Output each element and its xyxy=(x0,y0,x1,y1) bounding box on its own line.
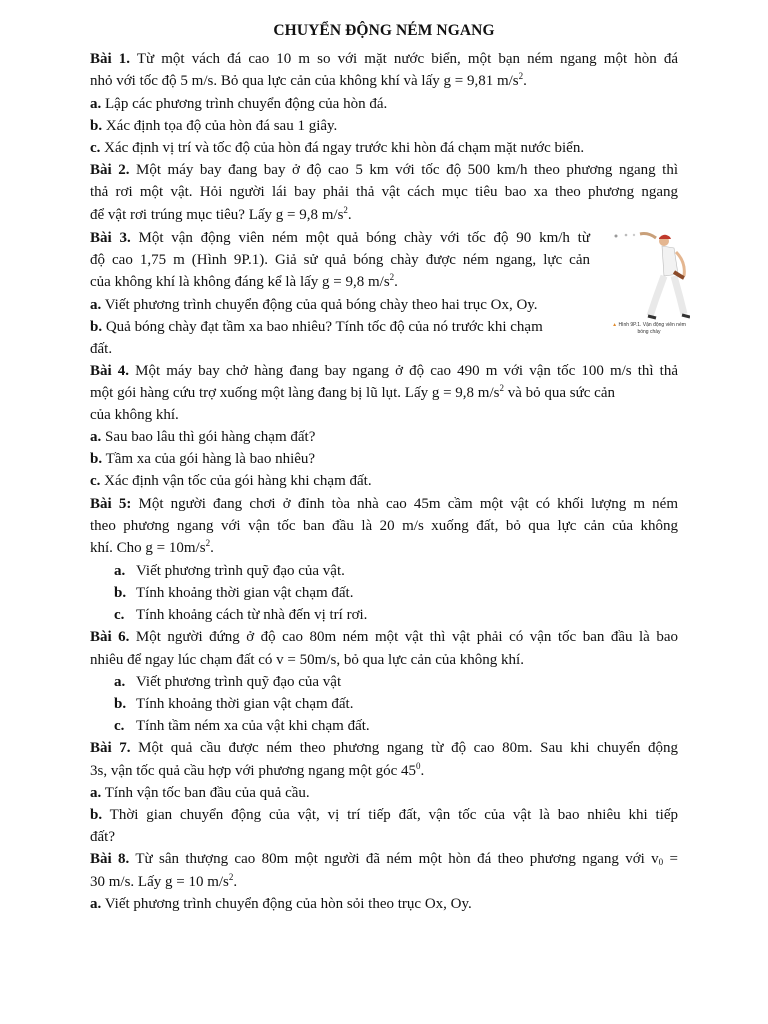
problem-4-line-3 xyxy=(90,406,179,424)
superscript: 2 xyxy=(499,383,504,393)
problem-7-line-2 xyxy=(90,762,424,780)
problem-label: Bài 7. xyxy=(90,740,131,756)
part-label: a. xyxy=(114,674,126,690)
page-title: CHUYỂN ĐỘNG NÉM NGANG xyxy=(273,22,495,39)
problem-6-part-b xyxy=(114,695,353,713)
caption-marker-icon: ▲ xyxy=(612,322,618,328)
part-label: a. xyxy=(90,896,102,912)
line-text: . xyxy=(347,207,352,223)
line-text: độ cao 1,75 m (Hình 9P.1). Giả sử quả bóng chày được ném ngang, lực cản xyxy=(90,252,590,268)
problem-5-part-a xyxy=(114,562,345,580)
problem-label: Bài 1. xyxy=(90,51,131,67)
problem-label: Bài 3. xyxy=(90,230,131,246)
problem-6-line-2 xyxy=(90,651,524,669)
part-label: c. xyxy=(114,718,125,734)
part-label: c. xyxy=(90,140,101,156)
problem-2-line-2 xyxy=(90,183,678,201)
line-text: Sau bao lâu thì gói hàng chạm đất? xyxy=(101,429,316,445)
line-text: Một người đang chơi ở đỉnh tòa nhà cao 45m cầm một vật có khối lượng m ném xyxy=(131,496,679,512)
subscript: 0 xyxy=(658,857,664,867)
problem-3-part-b xyxy=(90,318,543,336)
line-text: Từ một vách đá cao 10 m so với mặt nước biển, một bạn ném ngang một hòn đá xyxy=(130,51,678,67)
problem-5-part-b xyxy=(114,584,353,602)
problem-3-part-a xyxy=(90,296,538,314)
caption-text: bóng chày xyxy=(637,329,661,335)
caption-text: Hình 9P.1. Vận động viên ném xyxy=(618,322,686,328)
line-text: Một máy bay đang bay ở độ cao 5 km với tốc độ 500 km/h theo phương ngang thì xyxy=(129,162,678,178)
problem-4-part-c xyxy=(90,472,372,490)
problem-label: Bài 2. xyxy=(90,162,130,178)
figure-caption xyxy=(604,322,694,336)
line-text: Tính khoảng cách từ nhà đến vị trí rơi. xyxy=(136,607,368,623)
superscript: 2 xyxy=(205,538,211,548)
superscript: 2 xyxy=(343,205,348,215)
problem-7-line-3 xyxy=(90,828,115,846)
line-text: Viết phương trình chuyển động của quả bóng chày theo hai trục Ox, Oy. xyxy=(101,297,538,313)
line-text: 3s, vận tốc quả cầu hợp với phương ngang một góc 45 xyxy=(90,763,417,779)
line-text: và bỏ qua sức cản xyxy=(503,385,615,401)
line-text: . xyxy=(233,874,238,890)
line-text: Xác định tọa độ của hòn đá sau 1 giây. xyxy=(102,118,338,134)
line-text: Viết phương trình quỹ đạo của vật. xyxy=(136,563,345,579)
line-text: 30 m/s. Lấy g = 10 m/s xyxy=(90,874,229,890)
problem-1-line-1 xyxy=(90,50,678,68)
problem-1-part-c xyxy=(90,139,584,157)
problem-5-line-3 xyxy=(90,539,214,557)
part-label: a. xyxy=(90,785,102,801)
superscript: 2 xyxy=(389,272,395,282)
part-label: b. xyxy=(90,319,103,335)
part-label: a. xyxy=(90,96,102,112)
line-text: Một máy bay chở hàng đang bay ngang ở độ cao 490 m với vận tốc 100 m/s thì thả xyxy=(129,363,678,379)
problem-8-line-2 xyxy=(90,873,237,891)
problem-label: Bài 4. xyxy=(90,363,130,379)
superscript: 2 xyxy=(228,872,234,882)
line-text: của không khí. xyxy=(90,407,179,423)
line-text: Viết phương trình quỹ đạo của vật xyxy=(136,674,342,690)
part-label: b. xyxy=(114,696,127,712)
problem-1-part-b xyxy=(90,117,337,135)
problem-1-part-a xyxy=(90,95,387,113)
line-text: = xyxy=(663,851,678,867)
line-text: nhỏ với tốc độ 5 m/s. Bỏ qua lực cản của không khí và lấy g = 9,81 m/s xyxy=(90,73,519,89)
problem-5-line-2 xyxy=(90,517,678,535)
problem-6-part-a xyxy=(114,673,341,691)
part-label: a. xyxy=(114,563,126,579)
line-text: Thời gian chuyển động của vật, vị trí tiếp đất, vận tốc của vật là bao nhiêu khi tiếp xyxy=(102,807,678,823)
part-label: b. xyxy=(90,451,103,467)
problem-label: Bài 5: xyxy=(90,496,132,512)
line-text: của không khí là không đáng kể là lấy g = 9,8 m/s xyxy=(90,274,390,290)
problem-1-line-2 xyxy=(90,72,527,90)
problem-7-part-b xyxy=(90,806,678,824)
part-label: c. xyxy=(114,607,125,623)
line-text: Từ sân thượng cao 80m một người đã ném một hòn đá theo phương ngang với v xyxy=(129,851,659,867)
line-text: Xác định vị trí và tốc độ của hòn đá ngay trước khi hòn đá chạm mặt nước biển. xyxy=(100,140,585,156)
line-text: Tính khoảng thời gian vật chạm đất. xyxy=(136,696,354,712)
part-label: b. xyxy=(114,585,127,601)
problem-3-line-4 xyxy=(90,340,112,358)
problem-6-line-1 xyxy=(90,628,678,646)
problem-3-line-3 xyxy=(90,273,398,291)
part-label: a. xyxy=(90,429,102,445)
problem-8-line-1 xyxy=(90,850,678,868)
problem-4-part-a xyxy=(90,428,315,446)
line-text: thả rơi một vật. Hỏi người lái bay phải thả vật cách mục tiêu bao xa theo phương ngang xyxy=(90,184,678,200)
problem-4-part-b xyxy=(90,450,315,468)
line-text: đất. xyxy=(90,341,113,357)
superscript: 0 xyxy=(416,761,421,771)
problem-label: Bài 6. xyxy=(90,629,130,645)
line-text: Một người đứng ở độ cao 80m ném một vật thì vật phải có vận tốc ban đầu là bao xyxy=(129,629,678,645)
line-text: . xyxy=(523,73,527,89)
problem-7-part-a xyxy=(90,784,310,802)
line-text: nhiêu để ngay lúc chạm đất có v = 50m/s, bỏ qua lực cản của không khí. xyxy=(90,652,524,668)
line-text: . xyxy=(210,540,214,556)
problem-4-line-2 xyxy=(90,384,615,402)
line-text: để vật rơi trúng mục tiêu? Lấy g = 9,8 m/s xyxy=(90,207,344,223)
problem-5-line-1 xyxy=(90,495,678,513)
line-text: một gói hàng cứu trợ xuống một làng đang bị lũ lụt. Lấy g = 9,8 m/s xyxy=(90,385,500,401)
line-text: Lập các phương trình chuyển động của hòn đá. xyxy=(101,96,388,112)
problem-6-part-c xyxy=(114,717,370,735)
part-label: b. xyxy=(90,807,103,823)
line-text: khí. Cho g = 10m/s xyxy=(90,540,206,556)
part-label: b. xyxy=(90,118,103,134)
problem-label: Bài 8. xyxy=(90,851,130,867)
part-label: a. xyxy=(90,297,102,313)
problem-3-line-1 xyxy=(90,229,590,247)
problem-7-line-1 xyxy=(90,739,678,757)
line-text: Quả bóng chày đạt tầm xa bao nhiêu? Tính tốc độ của nó trước khi chạm xyxy=(102,319,543,335)
line-text: Xác định vận tốc của gói hàng khi chạm đất. xyxy=(100,473,372,489)
line-text: Viết phương trình chuyển động của hòn sỏi theo trục Ox, Oy. xyxy=(101,896,472,912)
line-text: Một quả cầu được ném theo phương ngang từ độ cao 80m. Sau khi chuyển động xyxy=(130,740,678,756)
problem-3-line-2 xyxy=(90,251,590,269)
problem-2-line-1 xyxy=(90,161,678,179)
problem-4-line-1 xyxy=(90,362,678,380)
line-text: . xyxy=(420,763,425,779)
problem-8-part-a xyxy=(90,895,472,913)
superscript: 2 xyxy=(518,71,524,81)
line-text: đất? xyxy=(90,829,115,845)
line-text: Một vận động viên ném một quả bóng chày với tốc độ 90 km/h từ xyxy=(130,230,590,246)
baseball-pitcher-icon xyxy=(604,228,690,323)
problem-5-part-c xyxy=(114,606,367,624)
line-text: Tính tầm ném xa của vật khi chạm đất. xyxy=(136,718,370,734)
line-text: Tính vận tốc ban đầu của quả cầu. xyxy=(101,785,310,801)
problem-2-line-3 xyxy=(90,206,352,224)
part-label: c. xyxy=(90,473,101,489)
line-text: Tính khoảng thời gian vật chạm đất. xyxy=(136,585,354,601)
line-text: . xyxy=(394,274,398,290)
line-text: Tầm xa của gói hàng là bao nhiêu? xyxy=(102,451,316,467)
line-text: theo phương ngang với vận tốc ban đầu là 20 m/s xuống đất, bỏ qua lực cản của không xyxy=(90,518,678,534)
